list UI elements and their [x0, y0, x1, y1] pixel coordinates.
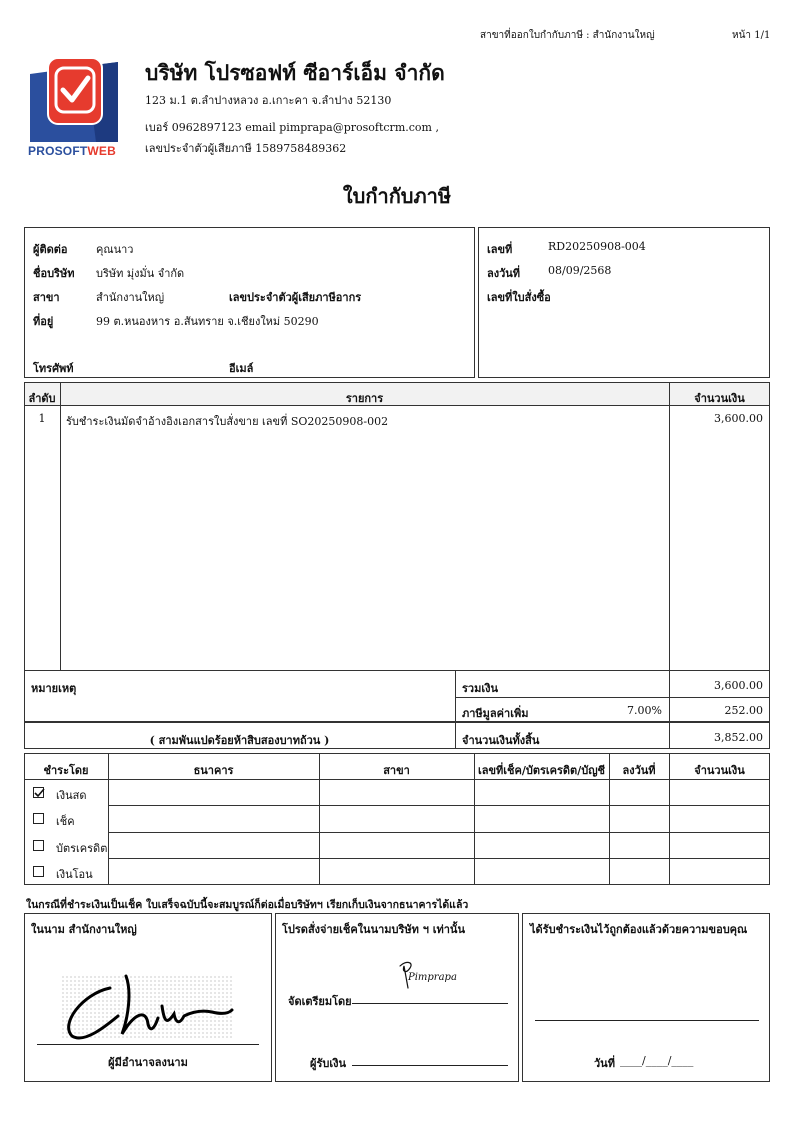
authorized-signature — [62, 972, 234, 1042]
credit-card-checkbox[interactable] — [33, 840, 44, 851]
transfer-checkbox[interactable] — [33, 866, 44, 877]
prepared-by-label: จัดเตรียมโดย — [288, 995, 352, 1008]
received-date-blank: ____/____/____ — [620, 1054, 694, 1067]
logo-text-prosoft: PROSOFT — [28, 144, 88, 158]
subtotal-value: 3,600.00 — [714, 679, 763, 692]
contact-label: ผู้ติดต่อ — [33, 243, 68, 256]
col-no-header: ลำดับ — [28, 392, 56, 405]
customer-branch-value: สำนักงานใหญ่ — [96, 291, 165, 304]
received-date-label: วันที่ — [594, 1057, 615, 1070]
cheque-note: ในกรณีที่ชำระเงินเป็นเช็ค ใบเสร็จฉบับนี้จะสมบูรณ์ก็ต่อเมื่อบริษัทฯ เรียกเก็บเงินจากธนาคารได้แล้ว — [26, 899, 469, 911]
pay-col-date: ลงวันที่ — [622, 764, 656, 777]
customer-address-label: ที่อยู่ — [33, 315, 54, 328]
company-address: 123 ม.1 ต.ลำปางหลวง อ.เกาะคา จ.ลำปาง 52130 — [145, 94, 392, 107]
customer-branch-label: สาขา — [33, 291, 60, 304]
page-number: หน้า 1/1 — [732, 30, 771, 41]
cheque-checkbox[interactable] — [33, 813, 44, 824]
vat-value: 252.00 — [724, 704, 763, 717]
item-no: 1 — [38, 412, 46, 425]
cash-checkbox[interactable] — [33, 787, 44, 798]
received-thanks-label: ได้รับชำระเงินไว้ถูกต้องแล้วด้วยความขอบคุณ — [530, 923, 748, 936]
company-logo — [26, 56, 126, 160]
item-amount: 3,600.00 — [714, 412, 763, 425]
pay-col-method: ชำระโดย — [43, 764, 89, 777]
method-credit-card-label: บัตรเครดิต — [56, 842, 108, 855]
prepared-signature-name: Pimprapa — [408, 972, 457, 983]
pay-col-ref: เลขที่เช็ค/บัตรเครดิต/บัญชี — [477, 764, 606, 777]
pay-col-amount: จำนวนเงิน — [694, 764, 745, 777]
cheque-payee-note: โปรดสั่งจ่ายเช็คในนามบริษัท ฯ เท่านั้น — [282, 923, 465, 936]
pay-col-bank: ธนาคาร — [193, 764, 234, 777]
vat-rate: 7.00% — [627, 704, 662, 717]
po-number-label: เลขที่ใบสั่งซื้อ — [487, 291, 551, 304]
company-contact: เบอร์ 0962897123 email pimprapa@prosoftcrm.com , — [145, 121, 439, 134]
prepared-signature — [396, 958, 460, 990]
grand-total-label: จำนวนเงินทั้งสิ้น — [462, 734, 540, 747]
amount-in-words: ( สามพันแปดร้อยห้าสิบสองบาทถ้วน ) — [149, 734, 330, 747]
method-transfer-label: เงินโอน — [56, 868, 93, 881]
receiver-label: ผู้รับเงิน — [310, 1057, 346, 1070]
on-behalf-label: ในนาม สำนักงานใหญ่ — [31, 923, 137, 936]
doc-date-value: 08/09/2568 — [548, 264, 612, 277]
method-cheque-label: เช็ค — [56, 815, 75, 828]
authorized-signatory-label: ผู้มีอำนาจลงนาม — [108, 1056, 188, 1069]
remark-label: หมายเหตุ — [31, 682, 77, 695]
logo-text-web: WEB — [87, 144, 117, 158]
items-table — [24, 382, 770, 722]
method-cash-label: เงินสด — [56, 789, 87, 802]
contact-value: คุณนาว — [96, 243, 134, 256]
col-amount-header: จำนวนเงิน — [694, 392, 745, 405]
doc-no-label: เลขที่ — [487, 243, 513, 256]
doc-date-label: ลงวันที่ — [487, 267, 521, 280]
vat-label: ภาษีมูลค่าเพิ่ม — [462, 707, 529, 720]
col-desc-header: รายการ — [345, 392, 384, 405]
item-description: รับชำระเงินมัดจำอ้างอิงเอกสารใบสั่งขาย เลขที่ SO20250908-002 — [66, 415, 389, 428]
issuing-branch: สาขาที่ออกใบกำกับภาษี : สำนักงานใหญ่ — [480, 30, 655, 41]
customer-taxid-label: เลขประจำตัวผู้เสียภาษีอากร — [229, 291, 362, 304]
customer-address-value: 99 ต.หนองหาร อ.สันทราย จ.เชียงใหม่ 50290 — [96, 315, 319, 328]
document-title: ใบกำกับภาษี — [342, 184, 452, 208]
customer-company-value: บริษัท มุ่งมั่น จำกัด — [96, 267, 185, 280]
company-tax-id: เลขประจำตัวผู้เสียภาษี 1589758489362 — [145, 142, 347, 155]
customer-company-label: ชื่อบริษัท — [33, 267, 75, 280]
subtotal-label: รวมเงิน — [462, 682, 498, 695]
customer-email-label: อีเมล์ — [229, 362, 254, 375]
check-icon — [33, 786, 46, 799]
grand-total-value: 3,852.00 — [714, 731, 763, 744]
pay-col-branch: สาขา — [383, 764, 410, 777]
doc-no-value: RD20250908-004 — [548, 240, 646, 253]
company-name: บริษัท โปรซอฟท์ ซีอาร์เอ็ม จำกัด — [145, 60, 445, 85]
customer-phone-label: โทรศัพท์ — [33, 362, 74, 375]
signature-mark-icon — [62, 972, 234, 1042]
